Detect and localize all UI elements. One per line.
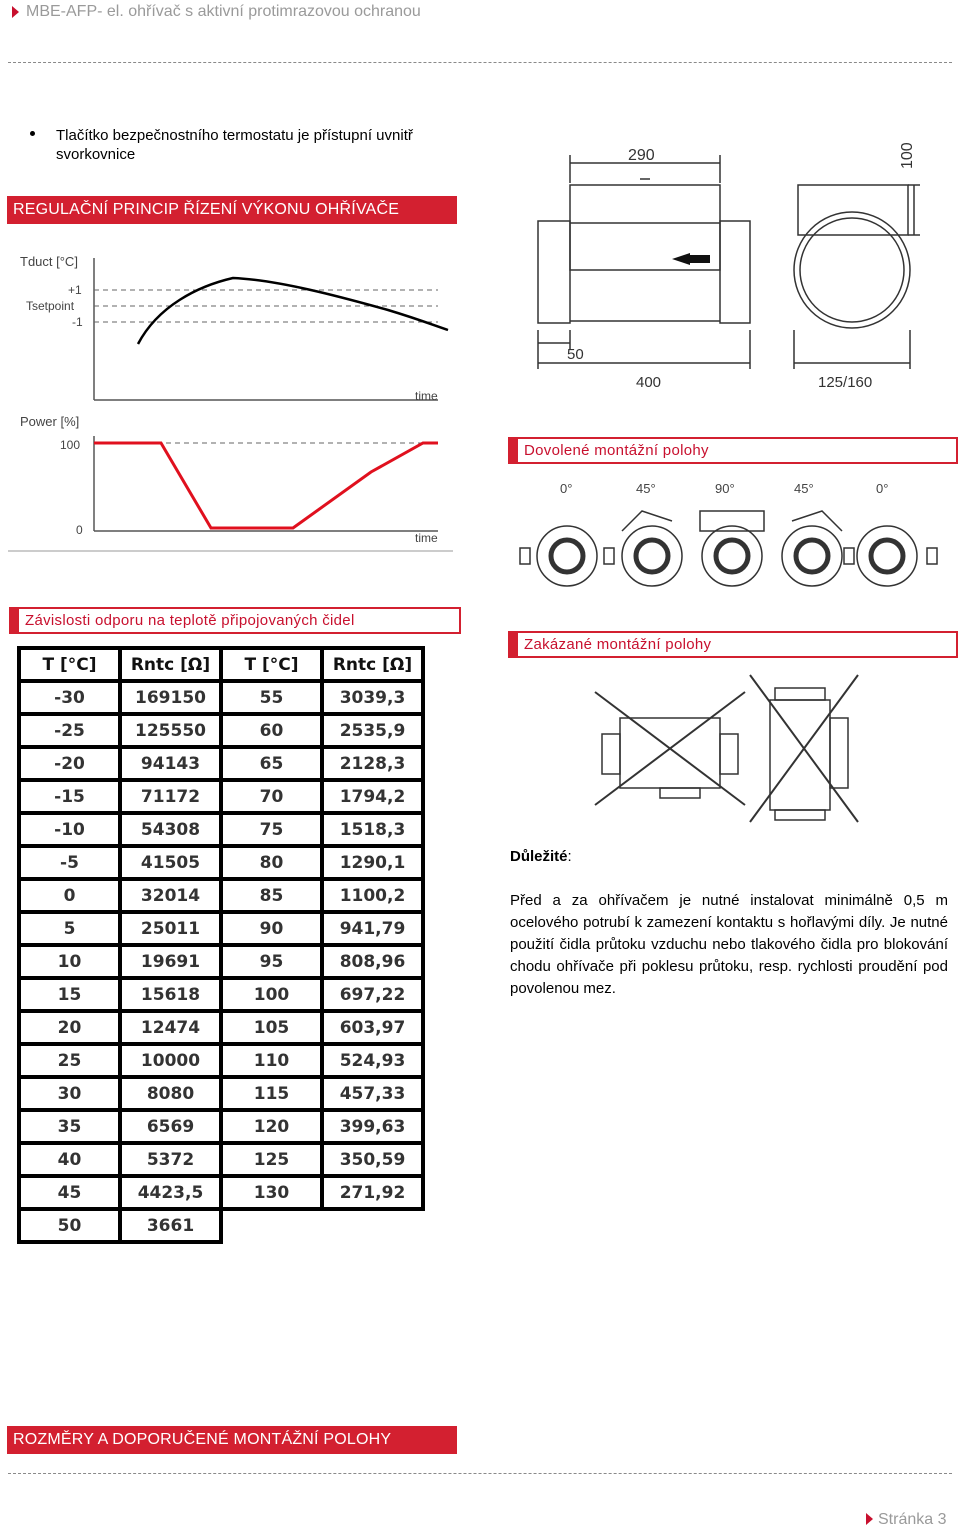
table-cell: 8080: [120, 1077, 221, 1110]
table-cell: 5: [19, 912, 120, 945]
table-cell: 54308: [120, 813, 221, 846]
table-row: [19, 714, 423, 747]
allowed-positions-drawing: [512, 476, 952, 591]
table-row: [19, 879, 423, 912]
table-cell: -10: [19, 813, 120, 846]
table-cell: 25011: [120, 912, 221, 945]
bullet-dot: [30, 131, 35, 136]
table-row: [19, 780, 423, 813]
table-cell: 3039,3: [322, 681, 423, 714]
table-row: [19, 1143, 423, 1176]
table-header-cell: T [°C]: [221, 648, 322, 681]
table-cell: 70: [221, 780, 322, 813]
table-cell: 15618: [120, 978, 221, 1011]
table-cell: 0: [19, 879, 120, 912]
table-cell: 125: [221, 1143, 322, 1176]
table-row: [19, 1077, 423, 1110]
table-cell: 1100,2: [322, 879, 423, 912]
upper-tick-minus1: -1: [72, 315, 83, 329]
upper-tick-setpoint: Tsetpoint: [26, 299, 75, 313]
dimension-drawing: [510, 135, 950, 395]
table-cell: 15: [19, 978, 120, 1011]
table-cell: 125550: [120, 714, 221, 747]
angle-0-right: 0°: [876, 481, 889, 496]
dim-50: 50: [567, 346, 584, 363]
dim-290: 290: [628, 147, 655, 164]
table-cell: 32014: [120, 879, 221, 912]
table-cell: 271,92: [322, 1176, 423, 1209]
bullet-text: Tlačítko bezpečnostního termostatu je přístupní uvnitř svorkovnice: [56, 127, 413, 163]
lower-xlabel: time: [415, 531, 438, 545]
angle-45-right: 45°: [794, 481, 814, 496]
table-cell: 524,93: [322, 1044, 423, 1077]
table-cell: [221, 1209, 322, 1242]
table-cell: 6569: [120, 1110, 221, 1143]
table-cell: 5372: [120, 1143, 221, 1176]
table-header-cell: T [°C]: [19, 648, 120, 681]
table-cell: 30: [19, 1077, 120, 1110]
table-cell: -20: [19, 747, 120, 780]
table-row: [19, 813, 423, 846]
dim-400: 400: [636, 374, 662, 391]
table-cell: 50: [19, 1209, 120, 1242]
table-cell: 65: [221, 747, 322, 780]
dim-125-160: 125/160: [818, 374, 873, 391]
table-row: [19, 1110, 423, 1143]
regulation-chart: [8, 246, 458, 556]
table-cell: 95: [221, 945, 322, 978]
table-cell: 85: [221, 879, 322, 912]
table-row: [19, 846, 423, 879]
table-cell: 169150: [120, 681, 221, 714]
table-cell: 94143: [120, 747, 221, 780]
table-cell: 1794,2: [322, 780, 423, 813]
table-cell: 25: [19, 1044, 120, 1077]
table-cell: 71172: [120, 780, 221, 813]
table-cell: 4423,5: [120, 1176, 221, 1209]
dim-100: 100: [899, 142, 916, 169]
table-header-cell: Rntc [Ω]: [120, 648, 221, 681]
table-cell: 603,97: [322, 1011, 423, 1044]
table-cell: 350,59: [322, 1143, 423, 1176]
forbidden-positions-heading: Zakázané montážní polohy: [508, 631, 958, 658]
table-cell: 115: [221, 1077, 322, 1110]
table-cell: 110: [221, 1044, 322, 1077]
table-cell: 75: [221, 813, 322, 846]
table-header-row: [19, 648, 423, 681]
table-cell: [322, 1209, 423, 1242]
table-cell: -15: [19, 780, 120, 813]
table-cell: 10000: [120, 1044, 221, 1077]
table-cell: 19691: [120, 945, 221, 978]
lower-tick-0: 0: [76, 523, 83, 537]
table-cell: -25: [19, 714, 120, 747]
table-cell: 457,33: [322, 1077, 423, 1110]
table-cell: 2535,9: [322, 714, 423, 747]
table-cell: 60: [221, 714, 322, 747]
table-row: [19, 1176, 423, 1209]
upper-tick-plus1: +1: [68, 283, 82, 297]
resistance-table: [17, 646, 425, 1244]
table-row: [19, 978, 423, 1011]
table-cell: 105: [221, 1011, 322, 1044]
table-cell: 80: [221, 846, 322, 879]
lower-tick-100: 100: [60, 438, 81, 452]
table-row: [19, 747, 423, 780]
table-cell: 941,79: [322, 912, 423, 945]
table-cell: 40: [19, 1143, 120, 1176]
table-row: [19, 1044, 423, 1077]
table-cell: 45: [19, 1176, 120, 1209]
table-row: [19, 681, 423, 714]
table-cell: -30: [19, 681, 120, 714]
table-cell: 697,22: [322, 978, 423, 1011]
table-cell: 2128,3: [322, 747, 423, 780]
table-cell: 130: [221, 1176, 322, 1209]
table-row: [19, 1209, 423, 1242]
table-cell: 399,63: [322, 1110, 423, 1143]
forbidden-positions-drawing: [590, 670, 865, 830]
dimensions-heading: ROZMĚRY A DOPORUČENÉ MONTÁŽNÍ POLOHY: [7, 1426, 457, 1454]
table-cell: 1518,3: [322, 813, 423, 846]
table-cell: 90: [221, 912, 322, 945]
table-cell: 808,96: [322, 945, 423, 978]
table-cell: 10: [19, 945, 120, 978]
table-cell: 20: [19, 1011, 120, 1044]
table-cell: 12474: [120, 1011, 221, 1044]
angle-0-left: 0°: [560, 481, 573, 496]
table-cell: 35: [19, 1110, 120, 1143]
important-label: Důležité:: [510, 848, 572, 865]
table-header-cell: Rntc [Ω]: [322, 648, 423, 681]
angle-45-left: 45°: [636, 481, 656, 496]
table-row: [19, 945, 423, 978]
important-text: Před a za ohřívačem je nutné instalovat minimálně 0,5 m ocelového potrubí k zamezení kontaktu s hořlavými díly. Je nutné použití čidla průtoku vzduchu nebo tlakového čidla pro blokování chodu ohřívače při poklesu průtoku, resp. rychlosti proudění pod povolenou mez.: [510, 892, 948, 997]
upper-xlabel: time: [415, 389, 438, 403]
allowed-positions-heading: Dovolené montážní polohy: [508, 437, 958, 464]
resistance-heading: Závislosti odporu na teplotě připojovaných čidel: [9, 607, 461, 634]
table-cell: 41505: [120, 846, 221, 879]
table-cell: 55: [221, 681, 322, 714]
table-cell: 120: [221, 1110, 322, 1143]
table-cell: 1290,1: [322, 846, 423, 879]
upper-ylabel: Tduct [°C]: [20, 254, 78, 269]
footer-arrow-icon: [866, 1513, 873, 1525]
header-arrow-icon: [12, 6, 19, 18]
table-cell: 3661: [120, 1209, 221, 1242]
table-row: [19, 1011, 423, 1044]
document-title: MBE-AFP- el. ohřívač s aktivní protimrazovou ochranou: [26, 3, 421, 20]
header-divider: [8, 62, 952, 63]
lower-ylabel: Power [%]: [20, 414, 80, 429]
table-cell: -5: [19, 846, 120, 879]
regulation-heading: REGULAČNÍ PRINCIP ŘÍZENÍ VÝKONU OHŘÍVAČE: [7, 196, 457, 224]
page-number: Stránka 3: [878, 1511, 947, 1528]
angle-90: 90°: [715, 481, 735, 496]
table-cell: 100: [221, 978, 322, 1011]
table-row: [19, 912, 423, 945]
footer-divider: [8, 1473, 952, 1474]
